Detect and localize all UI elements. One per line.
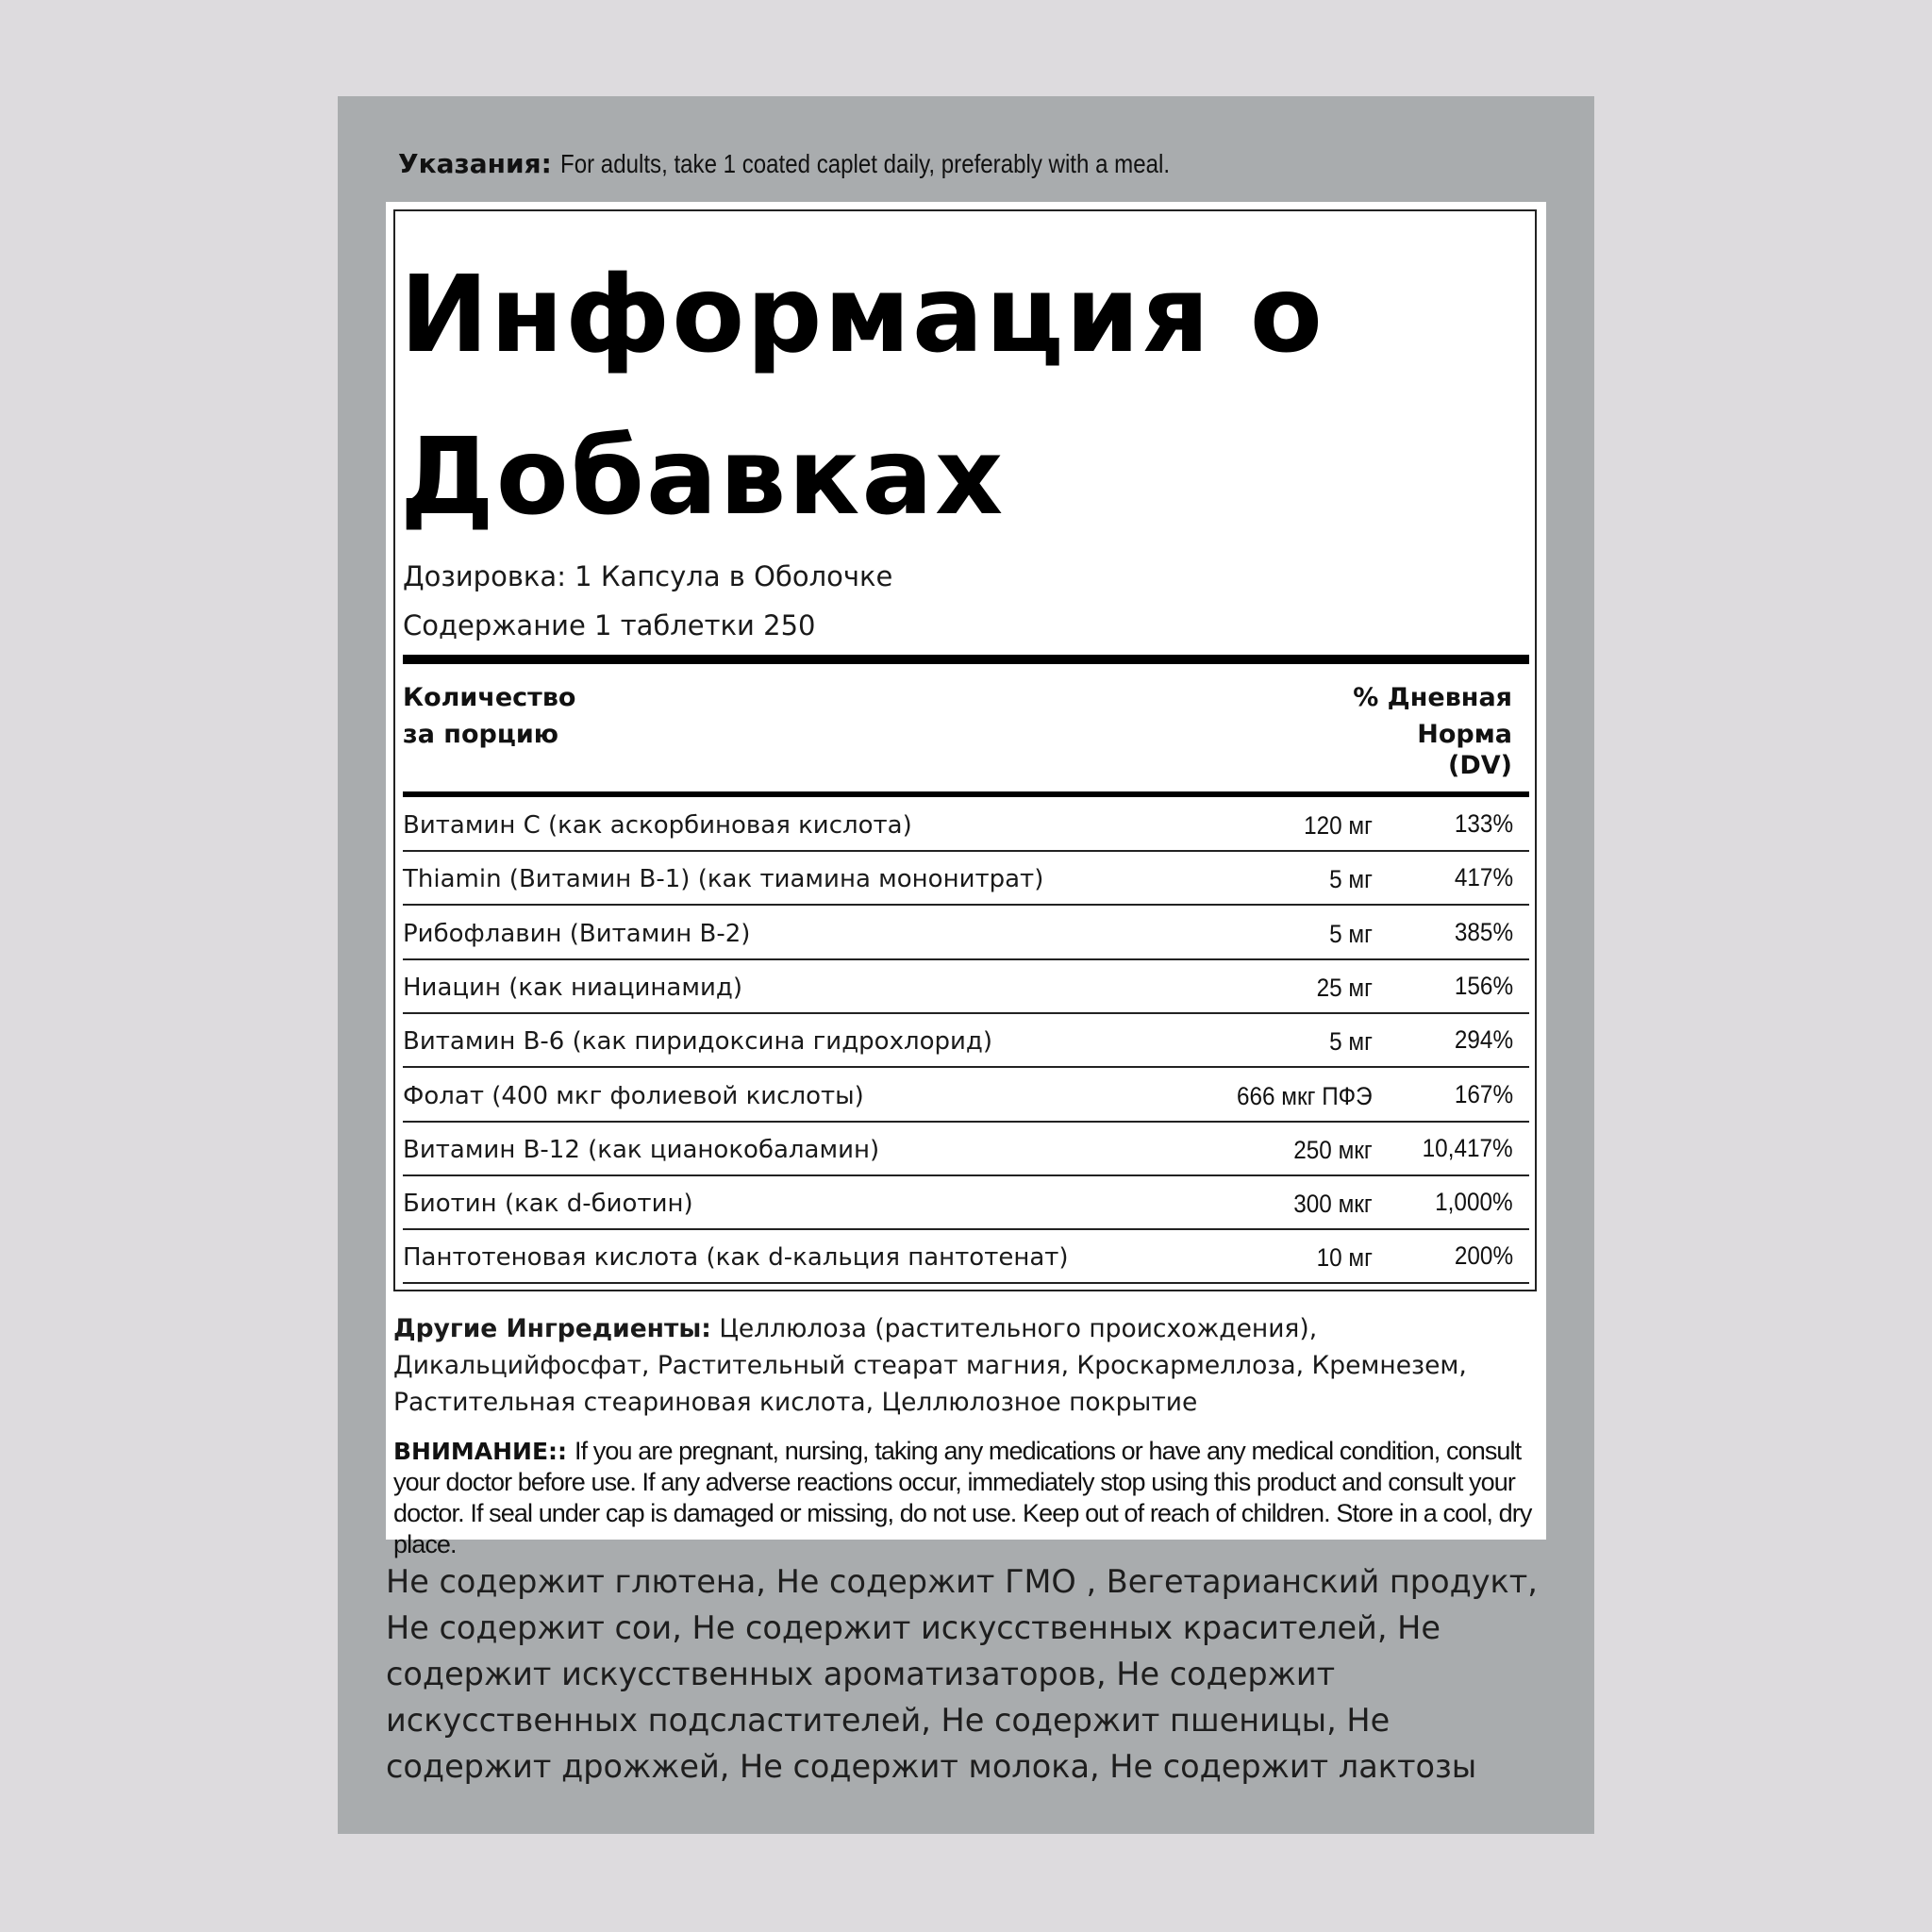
nutrient-dv: 10,417% (1423, 1133, 1513, 1162)
nutrient-amount: 25 мг (1316, 973, 1373, 1002)
servings-per-container: Содержание 1 таблетки 250 (403, 609, 816, 641)
other-ingredients-text: Целлюлоза (растительного происхождения), Дикальцийфосфат, Растительный стеарат магния, Кроскармеллоза, Кремнезем, Растительная стеариновая кислота, Целлюлозное покрытие (393, 1314, 1467, 1417)
nutrient-amount: 10 мг (1316, 1243, 1373, 1273)
nutrient-dv: 156% (1454, 971, 1513, 1000)
nutrient-row (403, 1014, 1529, 1068)
nutrient-name: Витамин B-12 (как цианокобаламин) (403, 1135, 880, 1164)
warning (393, 1436, 1540, 1560)
thick-divider (403, 655, 1529, 664)
nutrient-name: Биотин (как d-биотин) (403, 1190, 693, 1219)
amount-header-line2: за порцию (403, 720, 559, 749)
other-ingredients-label: Другие Ингредиенты: (393, 1314, 711, 1343)
nutrient-amount: 5 мг (1329, 1027, 1373, 1057)
serving-size: Дозировка: 1 Капсула в Оболочке (403, 560, 893, 592)
nutrient-dv: 167% (1454, 1079, 1513, 1108)
nutrient-row (403, 798, 1529, 852)
nutrient-row (403, 1123, 1529, 1176)
nutrient-name: Thiamin (Витамин B-1) (как тиамина мононитрат) (403, 865, 1044, 894)
directions (398, 145, 1269, 183)
nutrient-amount: 666 мкг ПФЭ (1237, 1081, 1373, 1110)
nutrient-row (403, 1176, 1529, 1230)
amount-header-line1: Количество (403, 683, 576, 712)
nutrient-dv: 133% (1454, 809, 1513, 838)
free-from-claims: Не содержит глютена, Не содержит ГМО , Вегетарианский продукт, Не содержит сои, Не содержит искусственных красителей, Не содержит искусственных ароматизаторов, Не содержит искусственных подсластителей, Не содержит пшеницы, Не содержит дрожжей, Не содержит молока, Не содержит лактозы (386, 1563, 1538, 1785)
nutrient-amount: 120 мг (1304, 811, 1373, 840)
nutrient-dv: 385% (1454, 917, 1513, 946)
nutrient-row (403, 1230, 1529, 1284)
nutrient-amount: 300 мкг (1293, 1190, 1373, 1219)
directions-label: Указания: (398, 148, 552, 179)
dv-header-line3: (DV) (1448, 751, 1512, 780)
nutrient-name: Ниацин (как ниацинамид) (403, 973, 742, 1002)
nutrient-name: Фолат (400 мкг фолиевой кислоты) (403, 1081, 864, 1110)
warning-label: ВНИМАНИЕ:: (393, 1438, 568, 1465)
nutrient-dv: 200% (1454, 1241, 1513, 1271)
nutrient-row (403, 960, 1529, 1014)
nutrient-amount: 250 мкг (1293, 1135, 1373, 1164)
nutrient-dv: 417% (1454, 863, 1513, 892)
other-ingredients (393, 1310, 1537, 1421)
directions-text: For adults, take 1 coated caplet daily, preferably with a meal. (559, 149, 1170, 178)
warning-text: If you are pregnant, nursing, taking any medications or have any medical condition, consult your doctor before use. If any adverse reactions occur, immediately stop using this product and consult your doctor. If seal under cap is damaged or missing, do not use. Keep out of reach of children. Store in a cool, dry place. (393, 1437, 1532, 1558)
nutrient-dv: 1,000% (1435, 1188, 1513, 1217)
nutrient-name: Пантотеновая кислота (как d-кальция пантотенат) (403, 1243, 1069, 1273)
nutrient-name: Витамин C (как аскорбиновая кислота) (403, 811, 912, 840)
nutrient-amount: 5 мг (1329, 919, 1373, 948)
nutrient-row (403, 1069, 1529, 1123)
nutrient-name: Витамин B-6 (как пиридоксина гидрохлорид) (403, 1027, 993, 1057)
facts-title: Информация о Добавках (400, 254, 1324, 539)
dv-header-line1: % Дневная (1353, 683, 1512, 712)
nutrient-row (403, 907, 1529, 960)
dv-header-line2: Норма (1417, 720, 1512, 749)
nutrient-row (403, 852, 1529, 906)
header-divider (403, 791, 1529, 797)
nutrient-amount: 5 мг (1329, 865, 1373, 894)
nutrient-name: Рибофлавин (Витамин B-2) (403, 919, 751, 948)
nutrient-dv: 294% (1454, 1025, 1513, 1055)
